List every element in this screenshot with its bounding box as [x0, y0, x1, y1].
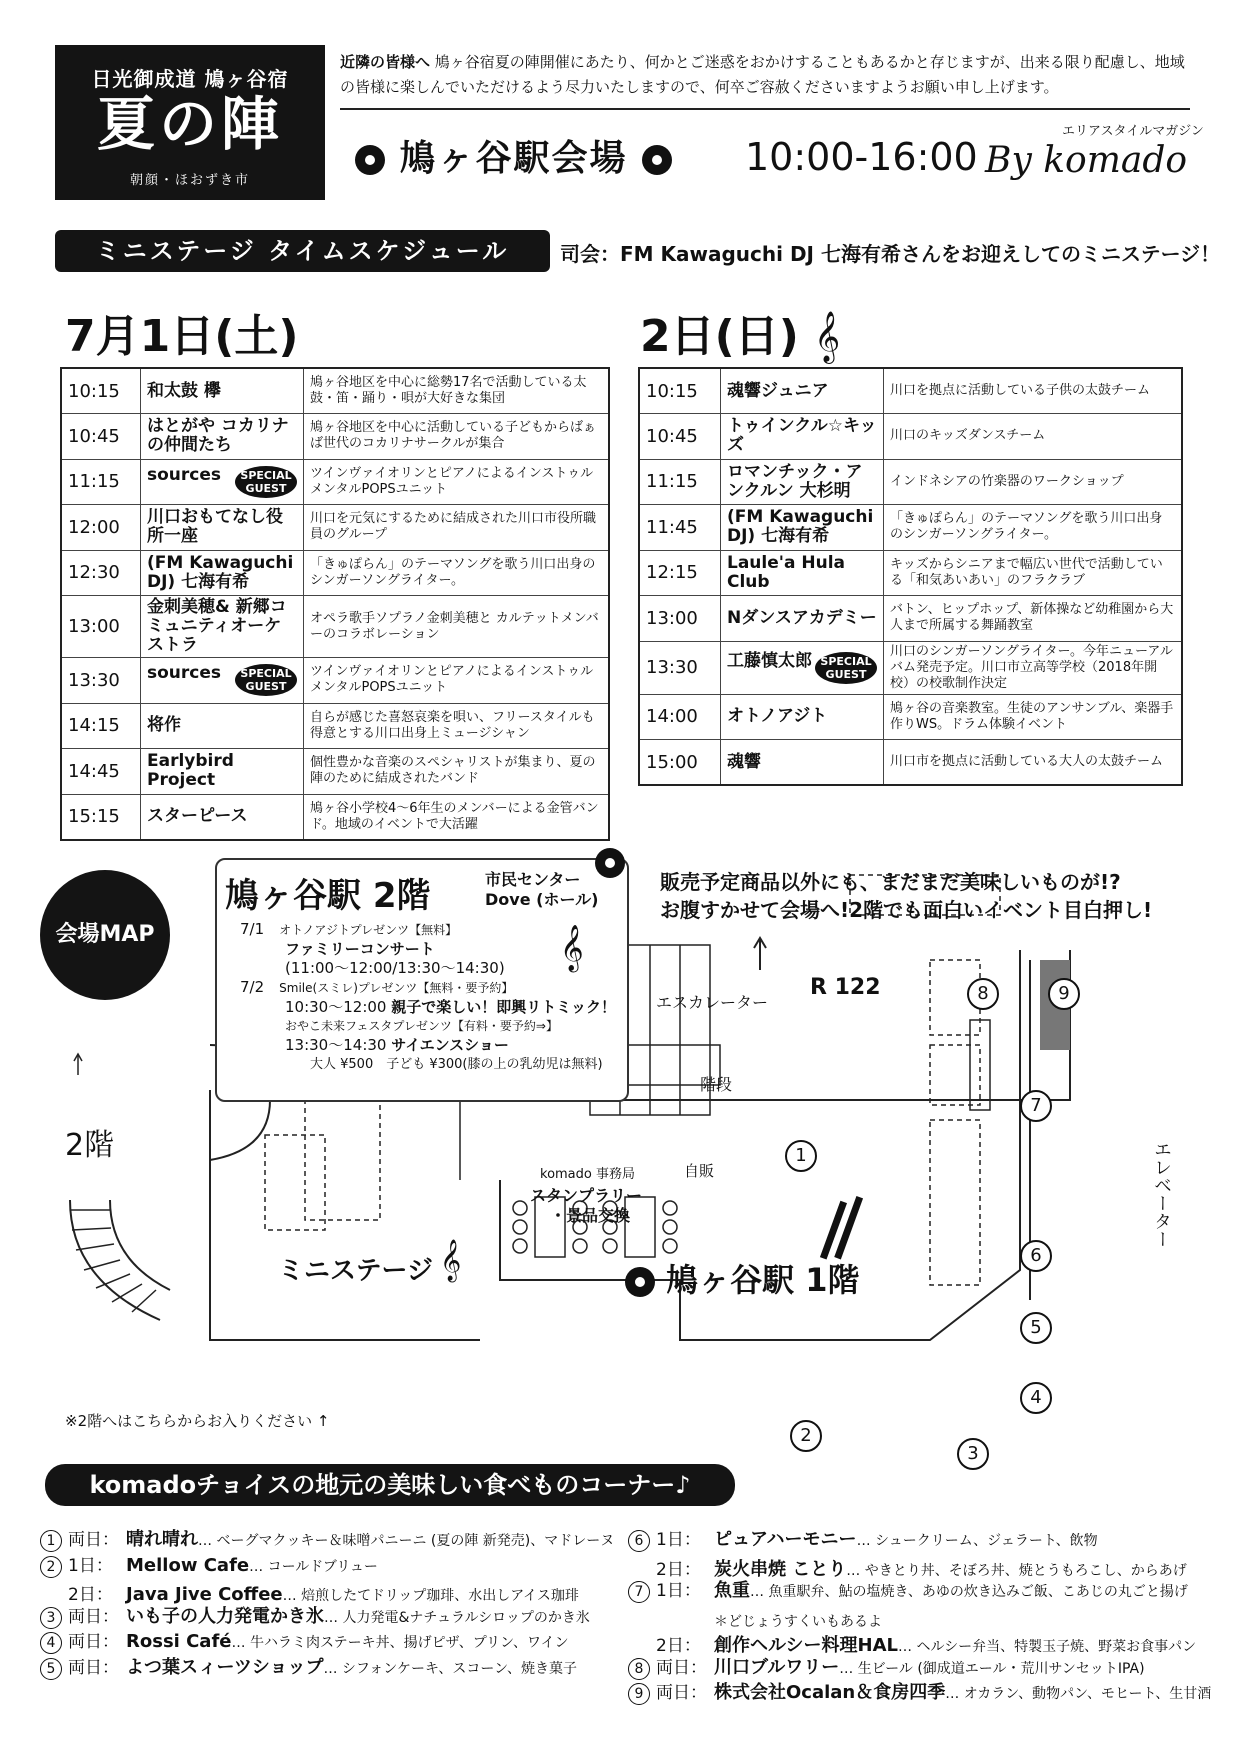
- performer-name: 工藤慎太郎: [727, 650, 812, 671]
- vendor-items: … やきとり丼、そぼろ丼、焼とうもろこし、からあげ: [846, 1562, 1187, 1579]
- performer-name: ロマンチック・アンクルン 大杉明: [727, 461, 863, 501]
- booth-number: 2: [40, 1556, 62, 1578]
- performer-name-cell: [141, 414, 304, 460]
- schedule-row: [639, 459, 1182, 505]
- performance-time: 12:15: [639, 550, 721, 596]
- flower-icon: [595, 848, 625, 878]
- performance-time: 14:45: [61, 749, 141, 795]
- elevator-label: エレベーター: [1151, 1140, 1172, 1248]
- food-vendor-row: [40, 1655, 577, 1682]
- schedule-row: [61, 414, 609, 460]
- performer-name-cell: [141, 794, 304, 840]
- food-vendor-row: [40, 1553, 378, 1580]
- booth-number: 5: [40, 1658, 62, 1680]
- performer-name-cell: [721, 459, 884, 505]
- schedule-row: [639, 414, 1182, 460]
- performer-description: 鳩ヶ谷地区を中心に総勢17名で活動している太鼓・笛・踊り・唄が大好きな集団: [304, 368, 610, 414]
- performer-name: 金刺美穂& 新郷コミュニティオーケストラ: [147, 597, 287, 655]
- vendor-day: 2日：: [656, 1559, 701, 1580]
- vending-label: 自販: [684, 1162, 715, 1180]
- performer-description: ツインヴァイオリンとピアノによるインストゥルメンタルPOPSユニット: [304, 658, 610, 704]
- performance-time: 10:15: [61, 368, 141, 414]
- vendor-items: … ヘルシー弁当、特製玉子焼、野菜お食事パン: [898, 1639, 1197, 1655]
- performer-name: 魂響: [727, 751, 761, 772]
- road-label: R 122: [810, 975, 881, 1000]
- floor2-title: 鳩ヶ谷駅 2階: [225, 876, 431, 916]
- vendor-day: 両日：: [68, 1606, 119, 1627]
- floor1-title: [625, 1255, 860, 1301]
- vendor-day: 両日：: [68, 1632, 119, 1652]
- vendor-name: ピュアハーモニー: [714, 1529, 857, 1550]
- vendor-items: … オカラン、動物パン、モヒート、生甘酒: [945, 1686, 1212, 1702]
- schedule-row: [61, 794, 609, 840]
- special-guest-badge: SPECIAL GUEST: [815, 652, 877, 684]
- vendor-name: Rossi Café: [126, 1631, 232, 1652]
- booth-number: 8: [628, 1658, 650, 1680]
- booth-7-marker: 7: [1020, 1090, 1052, 1122]
- civic-center-label: [485, 870, 598, 910]
- food-vendor-row: [628, 1655, 1145, 1682]
- performer-description: 鳩ヶ谷小学校4〜6年生のメンバーによる金管バンド。地域のイベントで大活躍: [304, 794, 610, 840]
- event-title: サイエンスショー: [391, 1036, 509, 1054]
- performer-name-cell: [141, 703, 304, 749]
- vendor-day: 2日：: [68, 1585, 113, 1605]
- vendor-day: 両日：: [68, 1657, 119, 1678]
- food-vendor-row: [40, 1604, 590, 1631]
- logo-tagline: 朝顔・ほおずき市: [129, 173, 250, 188]
- day2-schedule-table: [638, 367, 1183, 786]
- day1-heading: 7月1日(土): [65, 311, 299, 362]
- performer-description: 川口を元気にするために結成された川口市役所職員のグループ: [304, 505, 610, 551]
- performer-description: バトン、ヒップホップ、新体操など幼稚園から大人まで所属する舞踊教室: [884, 596, 1183, 642]
- performer-description: オペラ歌手ソプラノ金刺美穂と カルテットメンバーのコラボレーション: [304, 596, 610, 658]
- vendor-name: 炭火串焼 ことり: [714, 1558, 847, 1580]
- event-time: 13:30〜14:30: [285, 1036, 387, 1054]
- performance-time: 12:00: [61, 505, 141, 551]
- performance-time: 11:45: [639, 505, 721, 551]
- performer-name-cell: [141, 749, 304, 795]
- vendor-name: よつ葉スィーツショップ: [126, 1656, 324, 1678]
- entry-note: ※2階へはこちらからお入りください ↑: [65, 1412, 330, 1430]
- performer-name-cell: [721, 505, 884, 551]
- logo-subtitle: 日光御成道 鳩ヶ谷宿: [91, 67, 289, 91]
- booth-2-marker: 2: [790, 1420, 822, 1452]
- schedule-row: [639, 641, 1182, 694]
- event-title: ファミリーコンサート: [285, 940, 435, 958]
- venue-name: 鳩ヶ谷駅会場: [399, 138, 628, 179]
- schedule-row: [639, 368, 1182, 414]
- performer-name: 魂響ジュニア: [727, 380, 829, 401]
- performer-name: オトノアジト: [727, 706, 828, 727]
- performer-name: (FM Kawaguchi DJ) 七海有希: [147, 552, 294, 592]
- performer-name: 和太鼓 欅: [147, 380, 221, 401]
- event-organizer: Smile(スミレ)プレゼンツ【無料・要予約】: [279, 981, 514, 995]
- performer-description: 川口のシンガーソングライター。今年ニューアルバム発売予定。川口市立高等学校（2018年開校）の校歌制作決定: [884, 641, 1183, 694]
- vendor-day: 両日：: [68, 1530, 119, 1550]
- event-price: 大人 ¥500 子ども ¥300(膝の上の乳幼児は無料): [310, 1057, 603, 1072]
- performance-time: 11:15: [61, 459, 141, 505]
- performer-name-cell: [721, 414, 884, 460]
- civic-center-hall: Dove (ホール): [485, 890, 599, 909]
- vendor-day: 両日：: [656, 1683, 707, 1703]
- notice-lead: 近隣の皆様へ: [340, 53, 431, 71]
- schedule-row: [639, 505, 1182, 551]
- performance-time: 13:30: [61, 658, 141, 704]
- performance-time: 15:00: [639, 740, 721, 786]
- performer-name-cell: [721, 550, 884, 596]
- food-corner-title: komadoチョイスの地元の美味しい食べものコーナー♪: [45, 1464, 735, 1506]
- schedule-row: [639, 740, 1182, 786]
- performer-name: 川口おもてなし役所一座: [147, 507, 283, 547]
- schedule-row: [639, 694, 1182, 740]
- prize-label: ・景品交換: [550, 1206, 631, 1225]
- vendor-name: 晴れ晴れ: [126, 1529, 198, 1550]
- vendor-name: いも子の人力発電かき氷: [126, 1605, 324, 1627]
- performer-name-cell: [141, 658, 304, 704]
- vendor-day: 両日：: [656, 1657, 707, 1678]
- flower-icon: [355, 145, 385, 175]
- performer-name-cell: [141, 550, 304, 596]
- vendor-items: … シフォンケーキ、スコーン、焼き菓子: [323, 1660, 577, 1677]
- booth-number: 3: [40, 1607, 62, 1629]
- performer-name-cell: [721, 596, 884, 642]
- vendor-name: Mellow Cafe: [126, 1554, 250, 1576]
- performer-name: Nダンスアカデミー: [727, 607, 877, 628]
- notice-text: 鳩ヶ谷宿夏の陣開催にあたり、何かとご迷惑をおかけすることもあるかと存じますが、出来る限り配慮し、地域の皆様に楽しんでいただけるよう尽力いたしますので、何卒ご容赦くださいますようお願い申し上げます。: [340, 53, 1185, 96]
- schedule-row: [61, 749, 609, 795]
- performer-name-cell: [721, 641, 884, 694]
- event-organizer: オトノアジトプレゼンツ【無料】: [279, 923, 458, 937]
- performance-time: 11:15: [639, 459, 721, 505]
- performer-description: 鳩ヶ谷の音楽教室。生徒のアンサンブル、楽器手作りWS。ドラム体験イベント: [884, 694, 1183, 740]
- vendor-name: 川口ブルワリー: [714, 1656, 840, 1678]
- civic-center-name: 市民センター: [485, 870, 581, 889]
- magazine-label: エリアスタイルマガジン: [1062, 124, 1204, 139]
- vendor-items: … 人力発電&ナチュラルシロップのかき氷: [324, 1609, 590, 1626]
- booth-9-marker: 9: [1048, 978, 1080, 1010]
- booth-number: 1: [40, 1530, 62, 1552]
- performer-name: Laule'a Hula Club: [727, 552, 845, 592]
- food-vendor-row: [40, 1629, 569, 1656]
- performer-description: キッズからシニアまで幅広い世代で活動している「和気あいあい」のフラクラブ: [884, 550, 1183, 596]
- promo-text: [660, 868, 1152, 924]
- schedule-row: [61, 459, 609, 505]
- vendor-items: … ベーグマクッキー＆味噌パニーニ (夏の陣 新発売)、マドレーヌ: [198, 1533, 615, 1549]
- booth-number: [628, 1629, 650, 1651]
- booth-8-marker: 8: [967, 978, 999, 1010]
- logo-title: 夏の陣: [96, 90, 283, 158]
- vendor-name: Java Jive Coffee: [126, 1584, 283, 1605]
- booth-3-marker: 3: [957, 1438, 989, 1470]
- vendor-name: 魚重: [714, 1580, 750, 1601]
- music-note-icon: 𝄞: [814, 311, 841, 362]
- performance-time: 10:15: [639, 368, 721, 414]
- performer-description: 「きゅぽらん」のテーマソングを歌う川口出身のシンガーソングライター。: [884, 505, 1183, 551]
- food-vendor-row: [628, 1527, 1098, 1554]
- performer-description: 川口のキッズダンスチーム: [884, 414, 1183, 460]
- performer-description: 鳩ヶ谷地区を中心に活動している子どもからばぁば世代のコカリナサークルが集合: [304, 414, 610, 460]
- promo-line2: お腹すかせて会場へ!2階でも面白いイベント目白押し!: [660, 898, 1153, 922]
- performance-time: 13:00: [639, 596, 721, 642]
- mini-stage-label: ミニステージ: [278, 1256, 433, 1286]
- performer-name: はとがや コカリナの仲間たち: [147, 416, 289, 456]
- performance-time: 10:45: [639, 414, 721, 460]
- music-note-icon: 𝄞: [560, 925, 584, 971]
- schedule-row: [61, 703, 609, 749]
- booth-number: 6: [628, 1530, 650, 1552]
- performer-name: (FM Kawaguchi DJ) 七海有希: [727, 507, 874, 547]
- vendor-items: … 牛ハラミ肉ステーキ丼、揚げピザ、プリン、ワイン: [231, 1635, 569, 1651]
- day2-heading: [640, 300, 840, 364]
- event-organizer: おやこ未来フェスタプレゼンツ【有料・要予約⇒】: [285, 1019, 558, 1033]
- performer-name-cell: [721, 694, 884, 740]
- booth-6-marker: 6: [1020, 1240, 1052, 1272]
- performance-time: 12:30: [61, 550, 141, 596]
- day1-schedule-table: [60, 367, 610, 841]
- booth-number: [628, 1604, 650, 1626]
- booth-number: 9: [628, 1683, 650, 1705]
- performer-name: sources: [147, 663, 222, 684]
- schedule-row: [61, 658, 609, 704]
- floor1-name: 鳩ヶ谷駅 1階: [666, 1261, 860, 1299]
- booth-number: [628, 1553, 650, 1575]
- publisher: By komado: [985, 140, 1188, 181]
- vendor-day: 1日：: [656, 1530, 701, 1550]
- stamp-rally-label: スタンプラリー: [530, 1186, 643, 1205]
- floor2-label: 2階: [65, 1128, 115, 1163]
- performer-name: 将作: [147, 715, 181, 736]
- vendor-day: 1日：: [68, 1555, 113, 1576]
- vendor-name: 株式会社Ocalan＆食房四季: [714, 1682, 946, 1703]
- schedule-row: [61, 505, 609, 551]
- booth-4-marker: 4: [1020, 1382, 1052, 1414]
- vendor-items: ＊どじょうすくいもあるよ: [714, 1613, 882, 1630]
- performer-description: 川口を拠点に活動している子供の太鼓チーム: [884, 368, 1183, 414]
- performer-name-cell: [141, 368, 304, 414]
- music-note-icon: 𝄞: [440, 1240, 462, 1281]
- performer-description: ツインヴァイオリンとピアノによるインストゥルメンタルPOPSユニット: [304, 459, 610, 505]
- vendor-day: 2日：: [656, 1636, 701, 1656]
- day2-label: 2日(日): [640, 311, 799, 362]
- performance-time: 15:15: [61, 794, 141, 840]
- performer-name: Earlybird Project: [147, 751, 234, 791]
- vendor-items: … シュークリーム、ジェラート、飲物: [856, 1533, 1098, 1549]
- vendor-items: … 生ビール (御成道エール・荒川サンセットIPA): [839, 1660, 1145, 1677]
- performer-name-cell: [141, 459, 304, 505]
- performance-time: 14:00: [639, 694, 721, 740]
- vendor-items: … 魚重駅弁、鮎の塩焼き、あゆの炊き込みご飯、こあじの丸ごと揚げ: [750, 1584, 1188, 1600]
- booth-number: 4: [40, 1632, 62, 1654]
- divider: [340, 108, 1190, 110]
- neighbor-notice: [340, 50, 1190, 100]
- performer-description: 個性豊かな音楽のスペシャリストが集まり、夏の陣のために結成されたバンド: [304, 749, 610, 795]
- food-vendor-row: [628, 1578, 1188, 1605]
- mc-note: 司会：FM Kawaguchi DJ 七海有希さんをお迎えしてのミニステージ！: [560, 242, 1221, 266]
- performance-time: 10:45: [61, 414, 141, 460]
- event-date: 7/2: [240, 978, 265, 996]
- flower-icon: [625, 1267, 655, 1297]
- event-time: (11:00〜12:00/13:30〜14:30): [285, 959, 505, 977]
- event-time: 10:30〜12:00: [285, 998, 387, 1016]
- escalator-label: エスカレーター: [656, 993, 769, 1012]
- booth-1-marker: 1: [785, 1140, 817, 1172]
- vendor-items: … コールドブリュー: [249, 1558, 378, 1575]
- flower-icon: [642, 145, 672, 175]
- performer-name-cell: [141, 596, 304, 658]
- event-date: 7/1: [240, 920, 265, 938]
- schedule-title: ミニステージ タイムスケジュール: [55, 230, 550, 272]
- performer-name-cell: [721, 740, 884, 786]
- office-label: komado 事務局: [540, 1167, 635, 1182]
- vendor-day: 1日：: [656, 1581, 701, 1601]
- performance-time: 13:00: [61, 596, 141, 658]
- schedule-row: [61, 368, 609, 414]
- schedule-row: [639, 596, 1182, 642]
- schedule-row: [639, 550, 1182, 596]
- special-guest-badge: SPECIAL GUEST: [235, 466, 297, 498]
- promo-line1: 販売予定商品以外にも、まだまだ美味しいものが!?: [660, 870, 1121, 894]
- schedule-row: [61, 596, 609, 658]
- performer-name: スターピース: [147, 806, 248, 826]
- performer-name-cell: [141, 505, 304, 551]
- stairs-label: 階段: [700, 1075, 733, 1094]
- special-guest-badge: SPECIAL GUEST: [235, 664, 297, 696]
- booth-number: [40, 1578, 62, 1600]
- performance-time: 13:30: [639, 641, 721, 694]
- schedule-row: [61, 550, 609, 596]
- performer-name: トゥインクル☆キッズ: [727, 416, 877, 456]
- event-logo: [55, 45, 325, 200]
- food-vendor-row: [628, 1680, 1211, 1707]
- performer-name-cell: [721, 368, 884, 414]
- booth-5-marker: 5: [1020, 1312, 1052, 1344]
- venue-title: [355, 130, 672, 181]
- performer-description: 「きゅぽらん」のテーマソングを歌う川口出身のシンガーソングライター。: [304, 550, 610, 596]
- event-hours: 10:00-16:00: [745, 135, 978, 179]
- performer-description: 川口市を拠点に活動している大人の太鼓チーム: [884, 740, 1183, 786]
- event-title: 親子で楽しい！即興リトミック！: [391, 998, 616, 1016]
- food-vendor-row: [40, 1527, 614, 1554]
- map-badge: 会場MAP: [40, 870, 170, 1000]
- performance-time: 14:15: [61, 703, 141, 749]
- performer-description: 自らが感じた喜怒哀楽を唄い、フリースタイルも得意とする川口出身上ミュージシャン: [304, 703, 610, 749]
- vendor-name: 創作ヘルシー料理HAL: [714, 1635, 899, 1656]
- performer-description: インドネシアの竹楽器のワークショップ: [884, 459, 1183, 505]
- performer-name: sources: [147, 464, 222, 485]
- booth-number: 7: [628, 1581, 650, 1603]
- vendor-items: … 焙煎したてドリップ珈琲、水出しアイス珈琲: [282, 1588, 579, 1604]
